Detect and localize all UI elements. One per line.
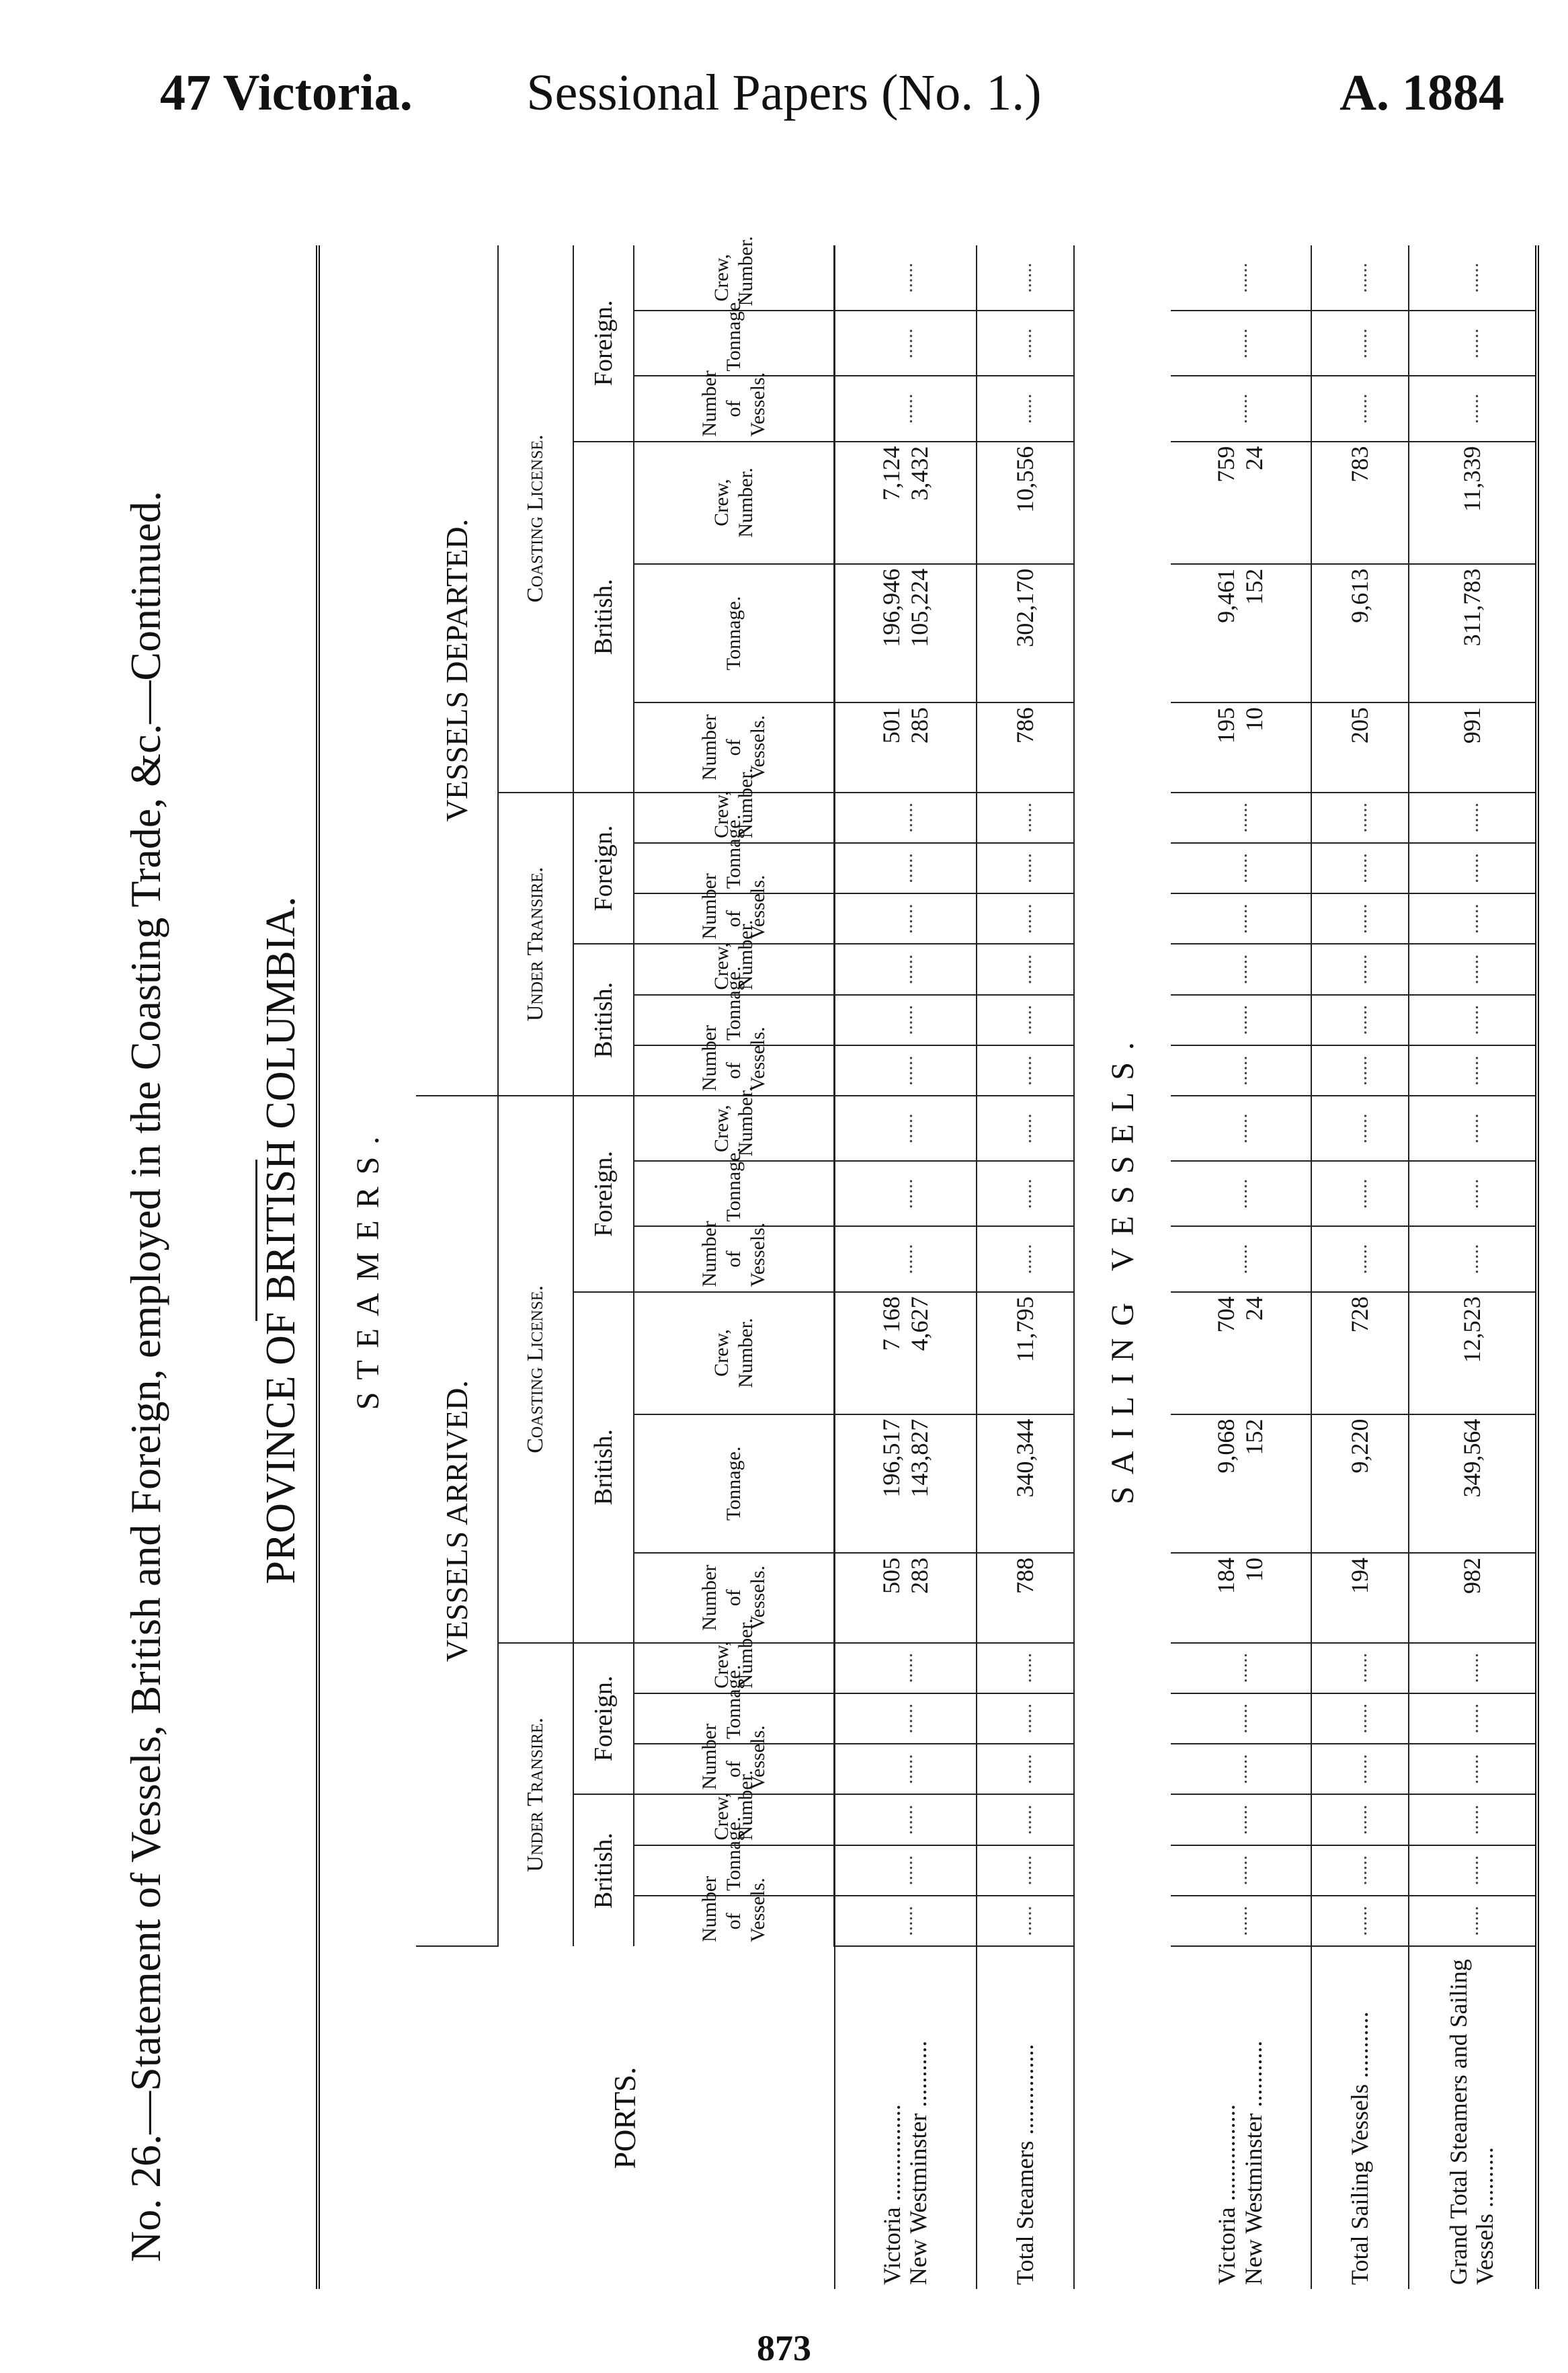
- table-row: [835, 245, 977, 2289]
- arr-cl-foreign-header: Foreign.: [573, 1096, 634, 1291]
- total-dep-vessels: 786: [977, 702, 1074, 793]
- header-left: 47 Victoria.: [160, 65, 413, 121]
- col-tonnage: Tonnage.: [634, 1161, 835, 1226]
- dep-ut-british-header: British.: [573, 944, 634, 1096]
- empty-cell: ......: [1171, 893, 1312, 944]
- empty-cell: ......: [1311, 1845, 1409, 1896]
- dep-cl-british-vessels: 501 285: [835, 702, 977, 793]
- empty-cell: ......: [1409, 1693, 1537, 1744]
- empty-cell: ......: [1171, 1045, 1312, 1096]
- col-crew: Crew, Number.: [634, 1292, 835, 1414]
- statement-title: No. 26.—Statement of Vessels, British and Foreign, employed in the Coasting Trade, &c.—Continued.: [122, 490, 169, 2262]
- empty-cell: ......: [1311, 376, 1409, 441]
- empty-cell: ......: [977, 376, 1074, 441]
- dep-cl-british-tonnage: 9,461 152: [1171, 564, 1312, 702]
- empty-cell: ......: [1311, 843, 1409, 893]
- total-dep-tonnage: 302,170: [977, 564, 1074, 702]
- col-vessels: Number of Vessels.: [634, 376, 835, 441]
- arr-cl-british-tonnage: 9,068 152: [1171, 1414, 1312, 1553]
- empty-cell: ......: [1311, 1045, 1409, 1096]
- col-crew: Crew, Number.: [634, 245, 835, 311]
- empty-cell: ......: [977, 793, 1074, 843]
- empty-cell: ......: [1409, 995, 1537, 1045]
- table-row: [1409, 245, 1537, 2289]
- empty-cell: ......: [835, 793, 977, 843]
- steamers-section-label: STEAMERS.: [349, 1124, 386, 1410]
- empty-cell: ......: [977, 1096, 1074, 1161]
- empty-cell: ......: [977, 311, 1074, 376]
- total-arr-vessels: 194: [1311, 1553, 1409, 1643]
- sailing-section-row: [1074, 245, 1171, 2289]
- departed-coasting-license-header: Coasting License.: [498, 245, 573, 793]
- empty-cell: ......: [1171, 793, 1312, 843]
- empty-cell: ......: [1311, 793, 1409, 843]
- col-crew: Crew, Number.: [634, 442, 835, 564]
- empty-cell: ......: [835, 1845, 977, 1896]
- empty-cell: ......: [1171, 843, 1312, 893]
- empty-cell: ......: [1171, 1896, 1312, 1946]
- col-crew: Crew, Number.: [634, 1643, 835, 1693]
- empty-cell: ......: [835, 1794, 977, 1845]
- total-arr-tonnage: 340,344: [977, 1414, 1074, 1553]
- empty-cell: ......: [1171, 944, 1312, 994]
- col-vessels: Number of Vessels.: [634, 893, 835, 944]
- page-number: 873: [757, 2328, 811, 2368]
- col-tonnage: Tonnage.: [634, 1845, 835, 1896]
- empty-cell: ......: [1311, 245, 1409, 311]
- empty-cell: ......: [1311, 1226, 1409, 1291]
- empty-cell: ......: [835, 1643, 977, 1693]
- total-arr-vessels: 788: [977, 1553, 1074, 1643]
- empty-cell: ......: [977, 1226, 1074, 1291]
- empty-cell: ......: [977, 1744, 1074, 1794]
- total-dep-crew: 10,556: [977, 442, 1074, 564]
- table-row: [1311, 245, 1409, 2289]
- total-sailing-label: Total Sailing Vessels ...........: [1311, 1946, 1409, 2289]
- empty-cell: ......: [1409, 1161, 1537, 1226]
- total-dep-crew: 783: [1311, 442, 1409, 564]
- empty-cell: ......: [1409, 1045, 1537, 1096]
- empty-cell: ......: [1171, 1161, 1312, 1226]
- empty-cell: ......: [835, 245, 977, 311]
- empty-cell: ......: [1311, 893, 1409, 944]
- steamer-ports-cell: Victoria ................ New Westminster ...........: [878, 2040, 932, 2285]
- empty-cell: ......: [977, 1643, 1074, 1693]
- empty-cell: ......: [1311, 944, 1409, 994]
- table-row: [1171, 245, 1312, 2289]
- arr-cl-british-header: British.: [573, 1292, 634, 1643]
- table-row: [977, 245, 1074, 2289]
- dep-cl-british-crew: 7,124 3,432: [835, 442, 977, 564]
- empty-cell: ......: [977, 1845, 1074, 1896]
- empty-cell: ......: [1171, 1096, 1312, 1161]
- dep-cl-british-tonnage: 196,946 105,224: [835, 564, 977, 702]
- header-right: A. 1884: [1339, 65, 1504, 121]
- rotated-page-content: [121, 165, 1546, 2316]
- empty-cell: ......: [977, 1045, 1074, 1096]
- empty-cell: ......: [835, 1226, 977, 1291]
- empty-cell: ......: [1311, 995, 1409, 1045]
- total-arr-crew: 728: [1311, 1292, 1409, 1414]
- grand-arr-crew: 12,523: [1409, 1292, 1537, 1414]
- arr-cl-british-crew: 704 24: [1171, 1292, 1312, 1414]
- arr-cl-british-crew: 7 168 4,627: [835, 1292, 977, 1414]
- empty-cell: ......: [1409, 1643, 1537, 1693]
- empty-cell: ......: [1409, 944, 1537, 994]
- arrived-under-transire-header: Under Transire.: [498, 1643, 573, 1947]
- col-vessels: Number of Vessels.: [634, 1045, 835, 1096]
- empty-cell: ......: [1409, 1794, 1537, 1845]
- sailing-section-label: SAILING VESSELS.: [1074, 245, 1171, 2289]
- empty-cell: ......: [835, 1693, 977, 1744]
- col-tonnage: Tonnage.: [634, 1414, 835, 1553]
- grand-dep-vessels: 991: [1409, 702, 1537, 793]
- total-dep-vessels: 205: [1311, 702, 1409, 793]
- empty-cell: ......: [1409, 793, 1537, 843]
- empty-cell: ......: [1409, 311, 1537, 376]
- empty-cell: ......: [1409, 843, 1537, 893]
- empty-cell: ......: [1311, 1161, 1409, 1226]
- dep-cl-british-crew: 759 24: [1171, 442, 1312, 564]
- grand-dep-crew: 11,339: [1409, 442, 1537, 564]
- vessels-arrived-header: VESSELS ARRIVED.: [416, 1096, 498, 1946]
- col-crew: Crew, Number.: [634, 793, 835, 843]
- col-crew: Crew, Number.: [634, 1794, 835, 1845]
- grand-total-label: Grand Total Steamers and Sailing Vessels ..........: [1409, 1946, 1537, 2289]
- arr-ut-british-header: British.: [573, 1794, 634, 1946]
- col-vessels: Number of Vessels.: [634, 702, 835, 793]
- total-dep-tonnage: 9,613: [1311, 564, 1409, 702]
- empty-cell: ......: [1171, 1643, 1312, 1693]
- dep-cl-british-header: British.: [573, 442, 634, 793]
- empty-cell: ......: [1409, 1845, 1537, 1896]
- empty-cell: ......: [835, 995, 977, 1045]
- ports-header: PORTS.: [416, 1946, 835, 2289]
- empty-cell: ......: [1171, 1693, 1312, 1744]
- col-vessels: Number of Vessels.: [634, 1226, 835, 1291]
- empty-cell: ......: [1409, 376, 1537, 441]
- empty-cell: ......: [1311, 1744, 1409, 1794]
- empty-cell: ......: [977, 843, 1074, 893]
- empty-cell: ......: [1409, 893, 1537, 944]
- col-tonnage: Tonnage.: [634, 311, 835, 376]
- empty-cell: ......: [835, 1896, 977, 1946]
- grand-dep-tonnage: 311,783: [1409, 564, 1537, 702]
- empty-cell: ......: [1171, 376, 1312, 441]
- empty-cell: ......: [1171, 1744, 1312, 1794]
- empty-cell: ......: [1171, 1794, 1312, 1845]
- total-arr-tonnage: 9,220: [1311, 1414, 1409, 1553]
- arr-ut-foreign-header: Foreign.: [573, 1643, 634, 1795]
- empty-cell: ......: [1171, 245, 1312, 311]
- empty-cell: ......: [835, 1161, 977, 1226]
- empty-cell: ......: [977, 893, 1074, 944]
- steamers-section-row: [318, 245, 416, 2289]
- vessels-departed-header: VESSELS DEPARTED.: [416, 245, 498, 1096]
- empty-cell: ......: [835, 376, 977, 441]
- empty-cell: ......: [835, 893, 977, 944]
- grand-arr-vessels: 982: [1409, 1553, 1537, 1643]
- arr-cl-british-tonnage: 196,517 143,827: [835, 1414, 977, 1553]
- empty-cell: ......: [835, 843, 977, 893]
- province-title: PROVINCE OF BRITISH COLUMBIA.: [258, 896, 304, 1584]
- arr-cl-british-vessels: 505 283: [835, 1553, 977, 1643]
- empty-cell: ......: [1171, 995, 1312, 1045]
- total-steamers-label: Total Steamers ...............: [977, 1946, 1074, 2289]
- arr-cl-british-vessels: 184 10: [1171, 1553, 1312, 1643]
- arrived-coasting-license-header: Coasting License.: [498, 1096, 573, 1642]
- vessels-table: [316, 236, 1539, 2289]
- empty-cell: ......: [977, 1161, 1074, 1226]
- empty-cell: ......: [1171, 1226, 1312, 1291]
- col-vessels: Number of Vessels.: [634, 1744, 835, 1794]
- empty-cell: ......: [1171, 1845, 1312, 1896]
- col-crew: Crew, Number.: [634, 1096, 835, 1161]
- empty-cell: ......: [1409, 1226, 1537, 1291]
- empty-cell: ......: [1311, 1693, 1409, 1744]
- empty-cell: ......: [835, 944, 977, 994]
- col-tonnage: Tonnage.: [634, 1693, 835, 1744]
- dep-ut-foreign-header: Foreign.: [573, 793, 634, 944]
- empty-cell: ......: [1409, 1896, 1537, 1946]
- province-title-block: [249, 165, 305, 2316]
- empty-cell: ......: [1311, 1643, 1409, 1693]
- empty-cell: ......: [1311, 311, 1409, 376]
- col-vessels: Number of Vessels.: [634, 1896, 835, 1946]
- col-tonnage: Tonnage.: [634, 564, 835, 702]
- empty-cell: ......: [977, 245, 1074, 311]
- empty-cell: ......: [1311, 1794, 1409, 1845]
- empty-cell: ......: [977, 944, 1074, 994]
- empty-cell: ......: [835, 1045, 977, 1096]
- dep-cl-foreign-header: Foreign.: [573, 245, 634, 442]
- col-tonnage: Tonnage.: [634, 843, 835, 893]
- col-vessels: Number of Vessels.: [634, 1553, 835, 1643]
- empty-cell: ......: [835, 1096, 977, 1161]
- grand-arr-tonnage: 349,564: [1409, 1414, 1537, 1553]
- empty-cell: ......: [835, 1744, 977, 1794]
- empty-cell: ......: [835, 311, 977, 376]
- empty-cell: ......: [1311, 1896, 1409, 1946]
- empty-cell: ......: [1171, 311, 1312, 376]
- empty-cell: ......: [1311, 1096, 1409, 1161]
- empty-cell: ......: [977, 1794, 1074, 1845]
- empty-cell: ......: [1409, 245, 1537, 311]
- departed-under-transire-header: Under Transire.: [498, 793, 573, 1096]
- empty-cell: ......: [1409, 1096, 1537, 1161]
- col-tonnage: Tonnage.: [634, 995, 835, 1045]
- empty-cell: ......: [977, 995, 1074, 1045]
- col-crew: Crew, Number.: [634, 944, 835, 994]
- dep-cl-british-vessels: 195 10: [1171, 702, 1312, 793]
- empty-cell: ......: [977, 1693, 1074, 1744]
- total-arr-crew: 11,795: [977, 1292, 1074, 1414]
- empty-cell: ......: [977, 1896, 1074, 1946]
- group-header-row: [416, 245, 498, 2289]
- sailing-ports-cell: Victoria ................ New Westminster ...........: [1213, 2040, 1267, 2285]
- empty-cell: ......: [1409, 1744, 1537, 1794]
- header-center: Sessional Papers (No. 1.): [526, 65, 1042, 121]
